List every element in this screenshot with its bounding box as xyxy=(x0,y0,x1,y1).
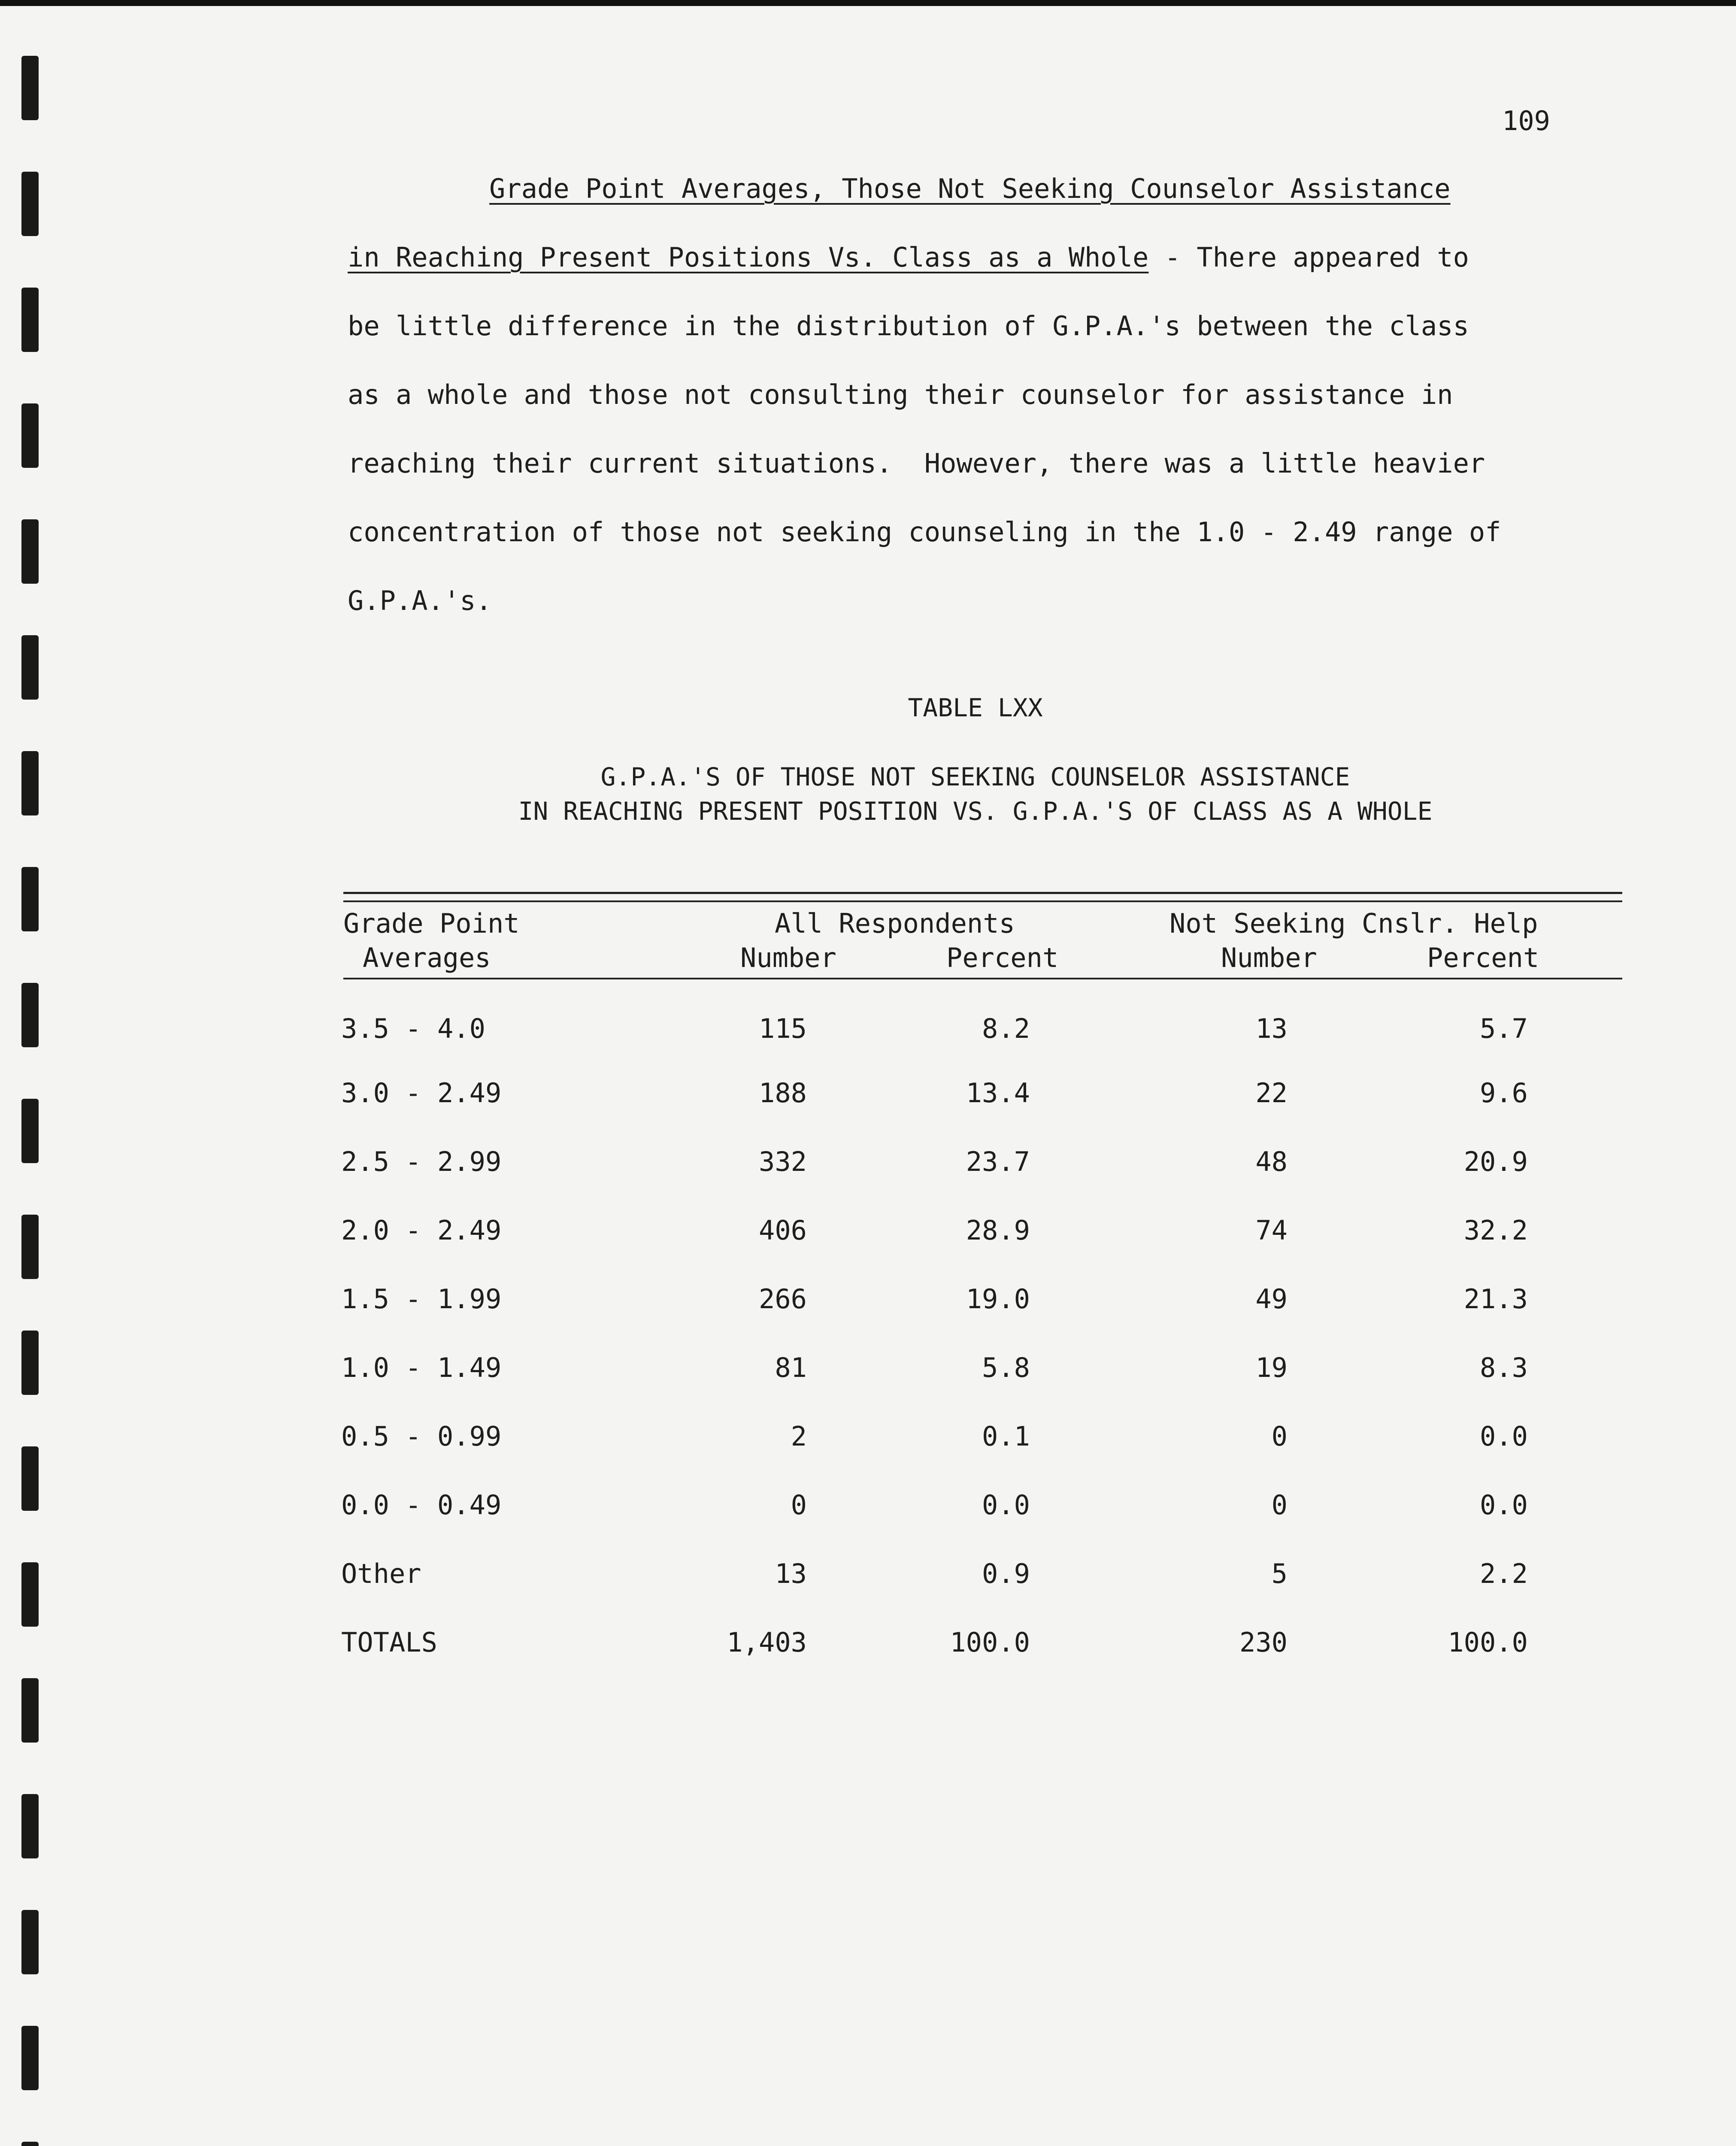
binder-hole xyxy=(21,2142,39,2146)
ns-number: 48 xyxy=(1255,1146,1288,1177)
ns-number: 13 xyxy=(1255,1013,1288,1044)
table-title-line1: G.P.A.'S OF THOSE NOT SEEKING COUNSELOR ASSISTANCE xyxy=(600,762,1350,791)
all-percent: 100.0 xyxy=(950,1627,1030,1658)
binder-hole xyxy=(21,56,39,120)
gpa-range: 2.5 - 2.99 xyxy=(341,1146,502,1177)
header-not-seeking: Not Seeking Cnslr. Help xyxy=(1169,908,1538,939)
binder-hole xyxy=(21,635,39,700)
ns-percent: 9.6 xyxy=(1480,1077,1528,1109)
header-all-number: Number xyxy=(740,942,836,973)
table-top-rule xyxy=(343,900,1622,902)
all-percent: 5.8 xyxy=(982,1352,1030,1383)
all-percent: 0.9 xyxy=(982,1558,1030,1589)
all-percent: 13.4 xyxy=(966,1077,1030,1109)
all-percent: 0.0 xyxy=(982,1489,1030,1521)
paragraph-line: concentration of those not seeking counseling in the 1.0 - 2.49 range of xyxy=(348,516,1501,548)
paragraph-line: reaching their current situations. However, there was a little heavier xyxy=(348,448,1485,479)
gpa-range: 1.0 - 1.49 xyxy=(341,1352,502,1383)
ns-percent: 0.0 xyxy=(1480,1489,1528,1521)
binder-hole xyxy=(21,519,39,584)
ns-percent: 100.0 xyxy=(1448,1627,1528,1658)
gpa-range: 0.0 - 0.49 xyxy=(341,1489,502,1521)
gpa-range: 3.5 - 4.0 xyxy=(341,1013,485,1044)
table-row xyxy=(0,1489,1736,1528)
binder-hole xyxy=(21,867,39,931)
binder-hole xyxy=(21,403,39,468)
binder-hole xyxy=(21,1910,39,1974)
ns-number: 74 xyxy=(1255,1215,1288,1246)
table-row xyxy=(0,1215,1736,1253)
header-ns-number: Number xyxy=(1221,942,1317,973)
all-number: 266 xyxy=(759,1283,807,1315)
gpa-range: 1.5 - 1.99 xyxy=(341,1283,502,1315)
ns-number: 0 xyxy=(1271,1421,1288,1452)
gpa-range: 2.0 - 2.49 xyxy=(341,1215,502,1246)
gpa-range: Other xyxy=(341,1558,421,1589)
table-row xyxy=(0,1077,1736,1116)
ns-percent: 32.2 xyxy=(1463,1215,1528,1246)
section-heading-cont: in Reaching Present Positions Vs. Class as a Whole xyxy=(348,242,1149,273)
all-percent: 28.9 xyxy=(966,1215,1030,1246)
all-number: 81 xyxy=(775,1352,807,1383)
ns-number: 0 xyxy=(1271,1489,1288,1521)
all-number: 406 xyxy=(759,1215,807,1246)
body-paragraph xyxy=(348,155,1635,635)
ns-percent: 20.9 xyxy=(1463,1146,1528,1177)
all-percent: 8.2 xyxy=(982,1013,1030,1044)
table-row xyxy=(0,1352,1736,1391)
all-number: 115 xyxy=(759,1013,807,1044)
table-label: TABLE LXX xyxy=(908,693,1043,722)
ns-percent: 2.2 xyxy=(1480,1558,1528,1589)
ns-number: 22 xyxy=(1255,1077,1288,1109)
table-row xyxy=(0,1421,1736,1459)
ns-percent: 8.3 xyxy=(1480,1352,1528,1383)
table-row xyxy=(0,1558,1736,1597)
binder-hole xyxy=(21,1794,39,1858)
paragraph-line: in Reaching Present Positions Vs. Class as a Whole - There appeared to xyxy=(348,242,1469,273)
table-top-rule xyxy=(343,892,1622,894)
all-number: 332 xyxy=(759,1146,807,1177)
all-percent: 19.0 xyxy=(966,1283,1030,1315)
all-number: 0 xyxy=(791,1489,807,1521)
all-percent: 0.1 xyxy=(982,1421,1030,1452)
totals-row xyxy=(0,1627,1736,1665)
ns-number: 19 xyxy=(1255,1352,1288,1383)
ns-number: 230 xyxy=(1239,1627,1288,1658)
header-all-respondents: All Respondents xyxy=(775,908,1015,939)
header-all-percent: Percent xyxy=(946,942,1059,973)
binder-hole xyxy=(21,2026,39,2090)
all-number: 13 xyxy=(775,1558,807,1589)
ns-percent: 5.7 xyxy=(1480,1013,1528,1044)
header-bottom-rule xyxy=(343,978,1622,979)
table-row xyxy=(0,1283,1736,1322)
ns-percent: 0.0 xyxy=(1480,1421,1528,1452)
ns-number: 49 xyxy=(1255,1283,1288,1315)
paragraph-line: G.P.A.'s. xyxy=(348,585,492,616)
paragraph-line xyxy=(348,155,1635,223)
binder-hole xyxy=(21,1678,39,1743)
section-heading: Grade Point Averages, Those Not Seeking Counselor Assistance xyxy=(489,173,1451,204)
page-number: 109 xyxy=(1502,105,1550,136)
table-row xyxy=(0,1013,1736,1052)
gpa-range: 0.5 - 0.99 xyxy=(341,1421,502,1452)
binder-hole xyxy=(21,288,39,352)
header-gpa-2: Averages xyxy=(363,942,491,973)
all-number: 1,403 xyxy=(727,1627,807,1658)
all-number: 188 xyxy=(759,1077,807,1109)
paragraph-line: as a whole and those not consulting their counselor for assistance in xyxy=(348,379,1453,410)
table-title-line2: IN REACHING PRESENT POSITION VS. G.P.A.'S OF CLASS AS A WHOLE xyxy=(518,797,1433,826)
gpa-range: 3.0 - 2.49 xyxy=(341,1077,502,1109)
all-percent: 23.7 xyxy=(966,1146,1030,1177)
all-number: 2 xyxy=(791,1421,807,1452)
header-gpa: Grade Point xyxy=(343,908,520,939)
gpa-range: TOTALS xyxy=(341,1627,437,1658)
ns-percent: 21.3 xyxy=(1463,1283,1528,1315)
paragraph-line: be little difference in the distribution of G.P.A.'s between the class xyxy=(348,310,1469,342)
binder-hole xyxy=(21,172,39,236)
top-scan-border xyxy=(0,0,1736,6)
table-row xyxy=(0,1146,1736,1185)
header-ns-percent: Percent xyxy=(1427,942,1539,973)
ns-number: 5 xyxy=(1271,1558,1288,1589)
